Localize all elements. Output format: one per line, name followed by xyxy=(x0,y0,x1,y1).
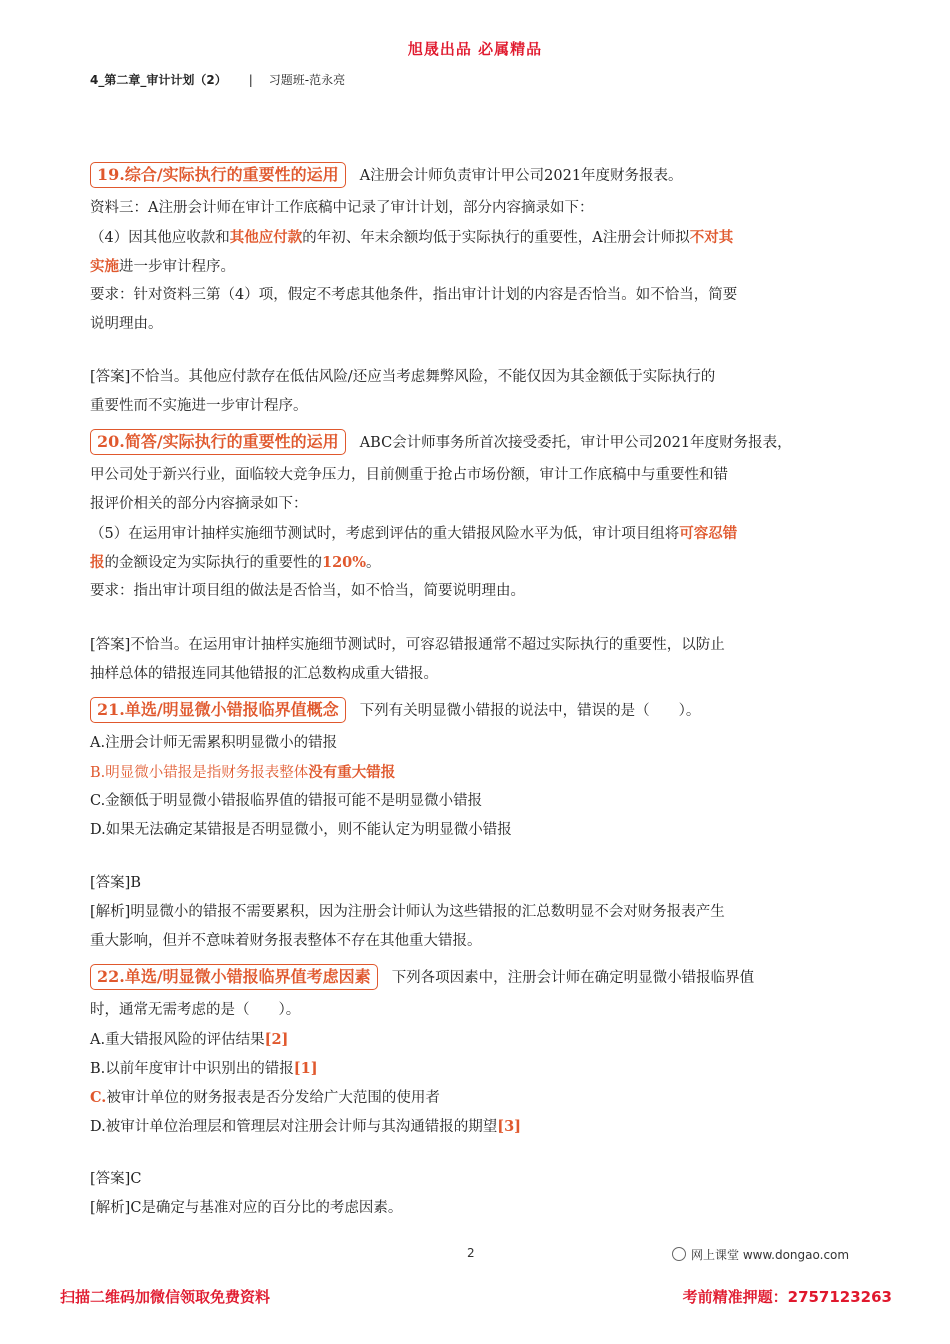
answer-20 xyxy=(90,631,862,689)
text-line: 实施进一步审计程序。 xyxy=(90,258,235,275)
page-header xyxy=(90,71,345,88)
option-b: B.以前年度审计中识别出的错报[1] xyxy=(90,1060,318,1077)
answer-19 xyxy=(90,363,862,421)
question-20 xyxy=(90,429,862,606)
reference-mark: [1] xyxy=(293,1060,318,1077)
answer: 抽样总体的错报连同其他错报的汇总数构成重大错报。 xyxy=(90,666,438,682)
question-22 xyxy=(90,964,862,1141)
text-line: 报的金额设定为实际执行的重要性的120%。 xyxy=(90,554,381,571)
chapter-title: 4_第二章_审计计划（2） xyxy=(90,73,227,87)
question-tag: 19.综合/实际执行的重要性的运用 xyxy=(90,162,346,188)
reference-mark: [2] xyxy=(264,1031,289,1048)
answer: 重要性而不实施进一步审计程序。 xyxy=(90,398,308,414)
question-intro-cont: 时，通常无需考虑的是（ ）。 xyxy=(90,1002,301,1018)
question-intro: 下列各项因素中，注册会计师在确定明显微小错报临界值 xyxy=(391,970,755,986)
question-tag: 21.单选/明显微小错报临界值概念 xyxy=(90,697,346,723)
question-19 xyxy=(90,162,862,339)
header-separator: | xyxy=(248,73,253,87)
answer: [答案]不恰当。其他应付款存在低估风险/还应当考虑舞弊风险，不能仅因为其金额低于实际执行的 xyxy=(90,369,716,385)
answer-21 xyxy=(90,869,862,956)
answer: [答案]B xyxy=(90,875,141,891)
banner: 旭晟出品 必属精品 xyxy=(407,40,543,58)
promo-left: 扫描二维码加微信领取免费资料 xyxy=(60,1288,271,1306)
option-c: C.被审计单位的财务报表是否分发给广大范围的使用者 xyxy=(90,1089,440,1106)
question-intro: A注册会计师负责审计甲公司2021年度财务报表。 xyxy=(359,168,683,184)
question-intro: ABC会计师事务所首次接受委托，审计甲公司2021年度财务报表， xyxy=(359,435,792,451)
text-line: 报评价相关的部分内容摘录如下： xyxy=(90,496,308,512)
reference-mark: [3] xyxy=(497,1118,522,1135)
explanation: [解析]C是确定与基准对应的百分比的考虑因素。 xyxy=(90,1200,403,1216)
page-number: 2 xyxy=(467,1246,475,1260)
course-name: 习题班-范永亮 xyxy=(268,73,346,87)
answer-22 xyxy=(90,1165,862,1223)
brand-logo-icon xyxy=(672,1247,686,1261)
question-21 xyxy=(90,697,862,845)
requirement: 要求：指出审计项目组的做法是否恰当，如不恰当，简要说明理由。 xyxy=(90,583,525,599)
answer: [答案]C xyxy=(90,1171,142,1187)
question-tag: 20.简答/实际执行的重要性的运用 xyxy=(90,429,346,455)
promo-right: 考前精准押题：2757123263 xyxy=(682,1288,892,1306)
option-b: B.明显微小错报是指财务报表整体没有重大错报 xyxy=(90,764,396,781)
text-line: 资料三：A注册会计师在审计工作底稿中记录了审计计划，部分内容摘录如下： xyxy=(90,200,594,216)
text-line: （4）因其他应收款和其他应付款的年初、年末余额均低于实际执行的重要性，A注册会计师拟不对其 xyxy=(90,229,734,246)
option-c: C.金额低于明显微小错报临界值的错报可能不是明显微小错报 xyxy=(90,793,483,809)
text-line: （5）在运用审计抽样实施细节测试时，考虑到评估的重大错报风险水平为低，审计项目组将可容忍错 xyxy=(90,525,738,542)
question-tag: 22.单选/明显微小错报临界值考虑因素 xyxy=(90,964,378,990)
requirement: 要求：针对资料三第（4）项，假定不考虑其他条件，指出审计计划的内容是否恰当。如不恰当，简要 xyxy=(90,287,738,303)
option-d: D.如果无法确定某错报是否明显微小，则不能认定为明显微小错报 xyxy=(90,822,512,838)
option-d: D.被审计单位治理层和管理层对注册会计师与其沟通错报的期望[3] xyxy=(90,1118,522,1135)
explanation: [解析]明显微小的错报不需要累积，因为注册会计师认为这些错报的汇总数明显不会对财务报表产生 xyxy=(90,904,725,920)
explanation: 重大影响，但并不意味着财务报表整体不存在其他重大错报。 xyxy=(90,933,482,949)
answer: [答案]不恰当。在运用审计抽样实施细节测试时，可容忍错报通常不超过实际执行的重要性，以防止 xyxy=(90,637,725,653)
footer-brand: 网上课堂 www.dongao.com xyxy=(672,1246,849,1263)
option-a: A.注册会计师无需累积明显微小的错报 xyxy=(90,735,338,751)
requirement: 说明理由。 xyxy=(90,316,163,332)
option-a: A.重大错报风险的评估结果[2] xyxy=(90,1031,289,1048)
question-intro: 下列有关明显微小错报的说法中，错误的是（ ）。 xyxy=(359,703,701,719)
text-line: 甲公司处于新兴行业，面临较大竞争压力，目前侧重于抢占市场份额，审计工作底稿中与重要性和错 xyxy=(90,467,728,483)
